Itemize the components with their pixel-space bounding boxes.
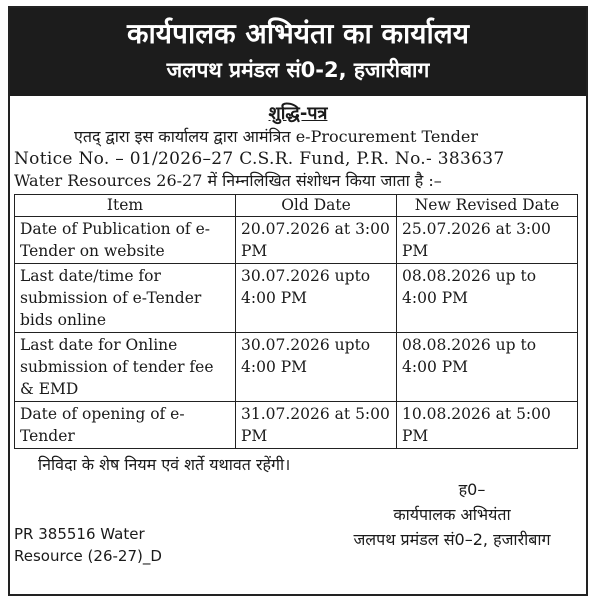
signature-division: जलपथ प्रमंडल सं0–2, हजारीबाग: [353, 530, 551, 549]
pr-reference: [14, 523, 162, 567]
intro-line-1: एतद् द्वारा इस कार्यालय द्वारा आमंत्रित e-Procurement Tender: [74, 127, 479, 146]
table-row: [15, 333, 578, 402]
pr-reference-line-2: Resource (26-27)_D: [14, 547, 162, 565]
table-row: [15, 217, 578, 264]
cell-old-date: 30.07.2026 upto 4:00 PM: [236, 333, 397, 402]
cell-item: Last date/time for submission of e-Tender bids online: [15, 264, 236, 333]
table-row: [15, 402, 578, 449]
signature-block: [322, 477, 582, 552]
office-title: कार्यपालक अभियंता का कार्यालय: [127, 17, 469, 50]
cell-old-date: 30.07.2026 upto 4:00 PM: [236, 264, 397, 333]
subject-text: शुद्धि-पत्र: [268, 103, 328, 124]
table-row: [15, 264, 578, 333]
column-header-new-date: New Revised Date: [397, 195, 578, 217]
cell-new-date: 08.08.2026 up to 4:00 PM: [397, 264, 578, 333]
pr-reference-line-1: PR 385516 Water: [14, 525, 145, 543]
intro-line-3: Water Resources 26-27 में निम्नलिखित संशोधन किया जाता है :–: [14, 171, 442, 190]
division-title: जलपथ प्रमंडल सं0-2, हजारीबाग: [166, 58, 430, 82]
amendment-table: [14, 194, 578, 449]
signature-sd: ह0–: [458, 480, 486, 499]
column-header-item: Item: [15, 195, 236, 217]
cell-new-date: 08.08.2026 up to 4:00 PM: [397, 333, 578, 402]
cell-item: Date of opening of e-Tender: [15, 402, 236, 449]
cell-item: Date of Publication of e-Tender on website: [15, 217, 236, 264]
intro-line-2: Notice No. – 01/2026–27 C.S.R. Fund, P.R. No.- 383637: [14, 149, 505, 169]
cell-new-date: 10.08.2026 at 5:00 PM: [397, 402, 578, 449]
column-header-old-date: Old Date: [236, 195, 397, 217]
tender-corrigendum-notice: [8, 6, 588, 596]
notice-header: [10, 8, 586, 96]
cell-old-date: 31.07.2026 at 5:00 PM: [236, 402, 397, 449]
signature-designation: कार्यपालक अभियंता: [393, 505, 511, 524]
closing-statement: निविदा के शेष नियम एवं शर्ते यथावत रहेंगी।: [38, 455, 291, 474]
cell-old-date: 20.07.2026 at 3:00 PM: [236, 217, 397, 264]
table-header-row: [15, 195, 578, 217]
intro-paragraph: [10, 126, 586, 192]
cell-new-date: 25.07.2026 at 3:00 PM: [397, 217, 578, 264]
subject-heading: [10, 102, 586, 126]
cell-item: Last date for Online submission of tender fee & EMD: [15, 333, 236, 402]
notice-footer: [10, 477, 586, 567]
